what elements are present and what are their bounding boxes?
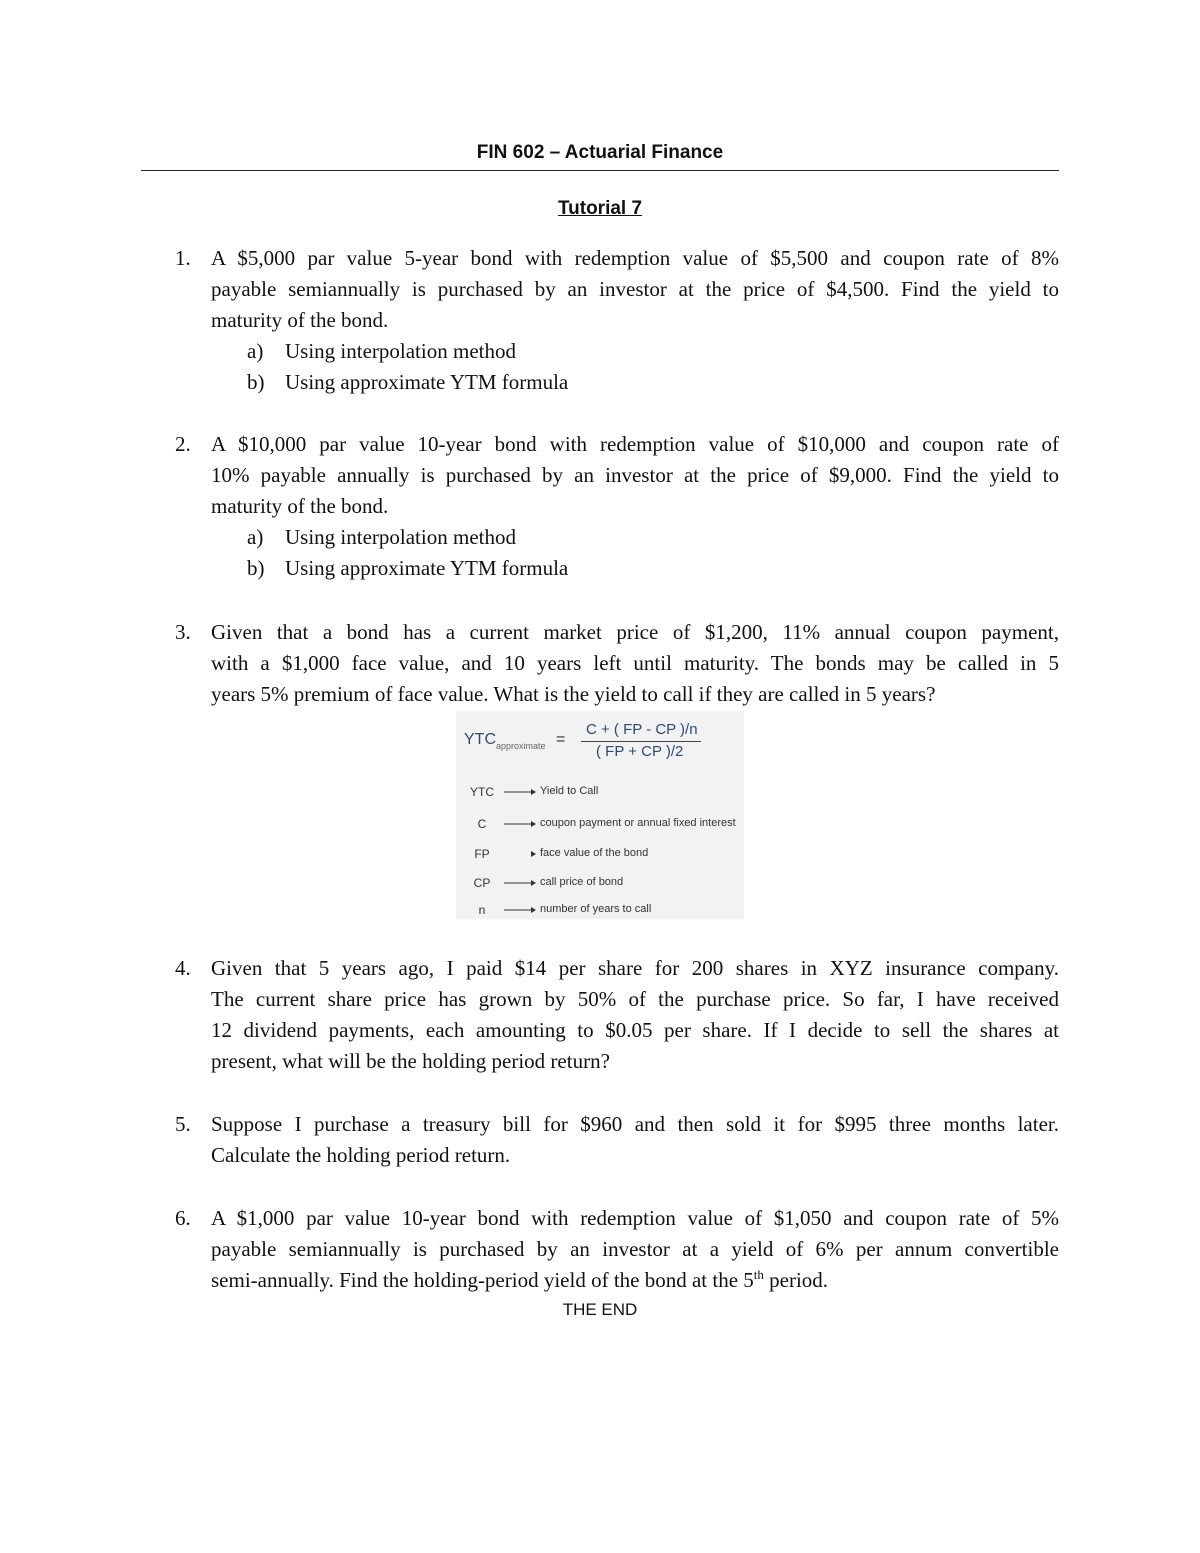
header-divider (141, 170, 1059, 171)
question-3 (175, 617, 1059, 710)
legend-row (456, 817, 744, 837)
legend-symbol: CP (473, 876, 491, 890)
question-number: 5. (175, 1112, 191, 1136)
part-text: Using interpolation method (285, 525, 516, 549)
question-line: 10% payable annually is purchased by an investor at the price of $9,000. Find the yield to (211, 463, 1059, 487)
question-line: A $1,000 par value 10-year bond with redemption value of $1,050 and coupon rate of 5% (211, 1206, 1059, 1230)
formula-fraction-bar (581, 741, 701, 742)
question-4 (175, 953, 1059, 1077)
question-5 (175, 1109, 1059, 1171)
formula-equals: = (556, 731, 566, 748)
question-6 (175, 1203, 1059, 1296)
legend-row (456, 785, 744, 805)
formula-ytc-label (464, 731, 546, 749)
right-arrow-icon (504, 905, 536, 915)
question-number: 4. (175, 956, 191, 980)
tutorial-title-text: Tutorial 7 (557, 198, 643, 219)
question-2 (175, 429, 1059, 584)
question-line: A $10,000 par value 10-year bond with redemption value of $10,000 and coupon rate of (211, 432, 1059, 456)
ordinal-superscript: th (753, 1267, 764, 1282)
legend-row (456, 903, 744, 923)
question-line: present, what will be the holding period return? (211, 1049, 610, 1073)
question-line: Suppose I purchase a treasury bill for $960 and then sold it for $995 three months later. (211, 1112, 1059, 1136)
legend-definition: call price of bond (540, 876, 624, 888)
question-line-text: period. (763, 1268, 829, 1292)
formula-denominator: ( FP + CP )/2 (596, 743, 684, 760)
part-text: Using interpolation method (285, 339, 516, 363)
legend-symbol: FP (474, 847, 490, 861)
question-1 (175, 243, 1059, 398)
legend-definition: coupon payment or annual fixed interest (540, 817, 736, 829)
part-label: a) (247, 339, 264, 363)
question-line: years 5% premium of face value. What is the yield to call if they are called in 5 years? (211, 682, 936, 706)
part-label: a) (247, 525, 264, 549)
legend-definition: face value of the bond (540, 847, 649, 859)
question-line: 12 dividend payments, each amounting to $0.05 per share. If I decide to sell the shares at (211, 1018, 1059, 1042)
question-part (247, 553, 1059, 584)
formula-ytc-subscript: approximate (496, 741, 546, 751)
question-line (211, 1265, 1059, 1296)
question-line: maturity of the bond. (211, 494, 389, 518)
legend-definition: number of years to call (540, 903, 652, 915)
legend-symbol: YTC (470, 785, 494, 799)
legend-row (456, 876, 744, 896)
part-label: b) (247, 370, 265, 394)
question-line: payable semiannually is purchased by an investor at a yield of 6% per annum convertible (211, 1237, 1059, 1261)
question-line: with a $1,000 face value, and 10 years left until maturity. The bonds may be called in 5 (211, 651, 1059, 675)
question-line: The current share price has grown by 50% of the purchase price. So far, I have received (211, 987, 1059, 1011)
formula-ytc: YTC (464, 731, 496, 748)
tutorial-title (0, 198, 1200, 220)
legend-row (456, 847, 744, 867)
question-number: 3. (175, 620, 191, 644)
question-number: 2. (175, 432, 191, 456)
question-line: A $5,000 par value 5-year bond with redemption value of $5,500 and coupon rate of 8% (211, 246, 1059, 270)
formula-numerator: C + ( FP - CP )/n (586, 721, 698, 738)
question-part (247, 336, 1059, 367)
ytc-formula-image (456, 711, 744, 919)
question-line: maturity of the bond. (211, 308, 389, 332)
right-arrow-icon (504, 878, 536, 888)
right-arrow-icon (504, 787, 536, 797)
part-label: b) (247, 556, 265, 580)
question-number: 6. (175, 1206, 191, 1230)
legend-symbol: n (478, 903, 486, 917)
end-marker: THE END (562, 1300, 638, 1319)
question-part (247, 522, 1059, 553)
question-line: payable semiannually is purchased by an investor at the price of $4,500. Find the yield to (211, 277, 1059, 301)
question-part (247, 367, 1059, 398)
part-text: Using approximate YTM formula (285, 370, 569, 394)
question-number: 1. (175, 246, 191, 270)
legend-definition: Yield to Call (540, 785, 599, 797)
right-arrow-icon (504, 819, 536, 829)
question-line: Given that 5 years ago, I paid $14 per share for 200 shares in XYZ insurance company. (211, 956, 1059, 980)
right-arrow-icon (504, 849, 536, 859)
question-line: Given that a bond has a current market price of $1,200, 11% annual coupon payment, (211, 620, 1059, 644)
question-line-text: semi-annually. Find the holding-period yield of the bond at the 5 (211, 1268, 754, 1292)
course-title: FIN 602 – Actuarial Finance (476, 142, 724, 163)
question-line: Calculate the holding period return. (211, 1143, 511, 1167)
legend-symbol: C (477, 817, 487, 831)
part-text: Using approximate YTM formula (285, 556, 569, 580)
